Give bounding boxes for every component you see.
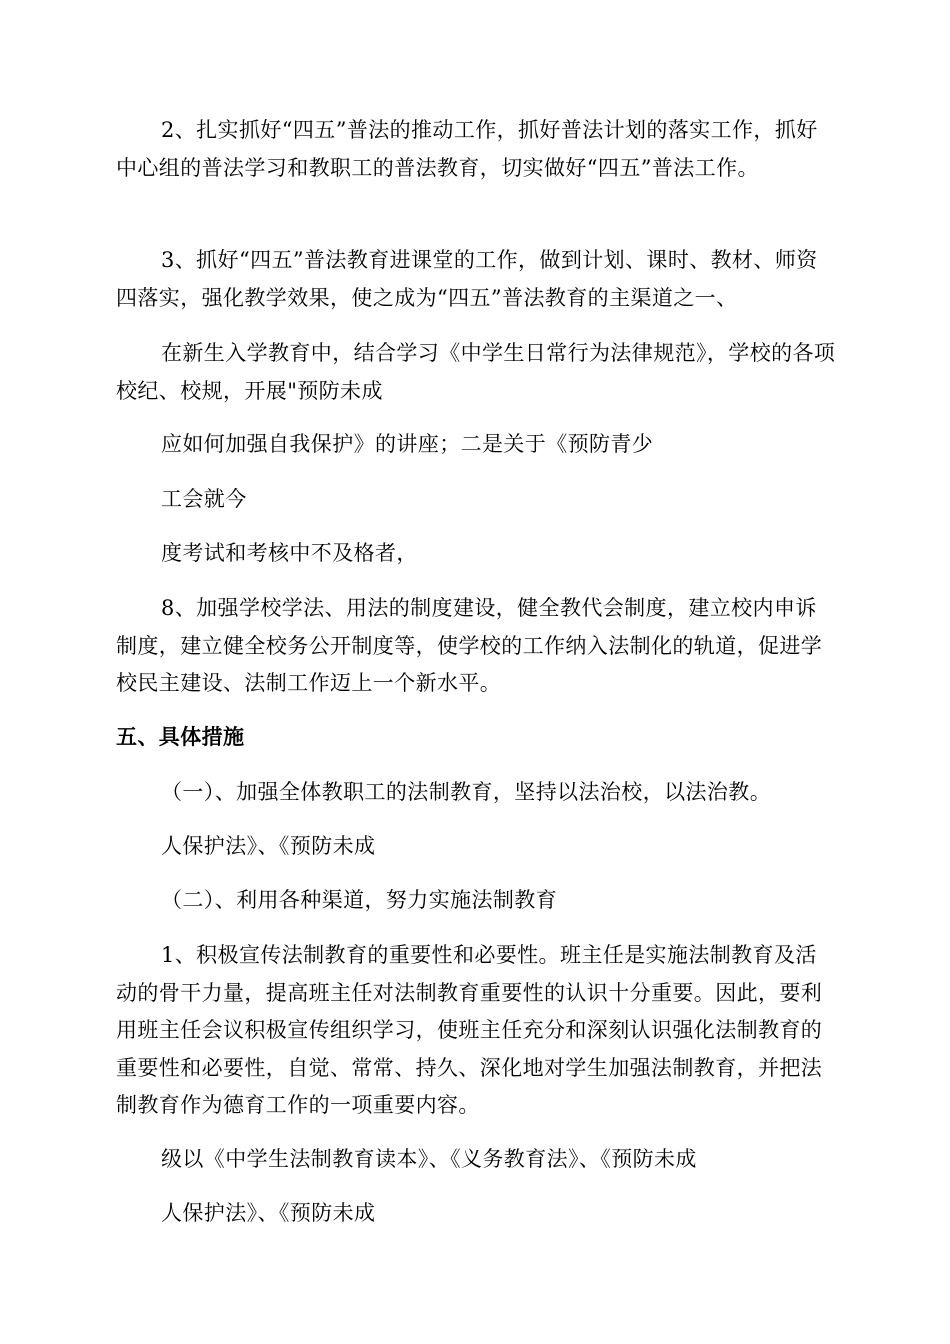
paragraph-pufa-promotion: 2、扎实抓好“四五”普法的推动工作，抓好普法计划的落实工作，抓好中心组的普法学习和教职工的普法教育，切实做好“四五”普法工作。 [116,118,818,180]
paragraph-legal-system-building: 8、加强学校学法、用法的制度建设，健全教代会制度，建立校内申诉制度，建立健全校务公开制度等，使学校的工作纳入法制化的轨道，促进学校民主建设、法制工作迈上一个新水平。 [116,596,823,695]
paragraph-staff-legal-education: （一）、加强全体教职工的法制教育，坚持以法治校，以法治教。 [161,780,772,804]
paragraph-self-protection-lecture: 应如何加强自我保护》的讲座；二是关于《预防青少 [161,432,654,456]
section-heading-specific-measures: 五、具体措施 [116,725,245,749]
paragraph-exam-failure: 度考试和考核中不及格者， [161,541,418,565]
paragraph-various-channels: （二）、利用各种渠道，努力实施法制教育 [161,888,558,912]
paragraph-promote-importance: 1、积极宣传法制教育的重要性和必要性。班主任是实施法制教育及活动的骨干力量，提高班主任对法制教育重要性的认识十分重要。因此，要利用班主任会议积极宣传组织学习，使班主任充分和深刻认识强化法制教育的重要性和必要性，自觉、常常、持久、深化地对学生加强法制教育，并把法制教育作为德育工作的一项重要内容。 [116,943,823,1117]
paragraph-new-student-education: 在新生入学教育中，结合学习《中学生日常行为法律规范》，学校的各项校纪、校规，开展"预防未成 [116,341,836,403]
paragraph-minor-protection-law-1: 人保护法》、《预防未成 [161,834,376,858]
paragraph-pufa-classroom: 3、抓好“四五”普法教育进课堂的工作，做到计划、课时、教材、师资四落实，强化教学效果，使之成为“四五”普法教育的主渠道之一、 [116,248,818,310]
paragraph-textbooks: 级以《中学生法制教育读本》、《义务教育法》、《预防未成 [161,1147,697,1171]
paragraph-minor-protection-law-2: 人保护法》、《预防未成 [161,1201,376,1225]
paragraph-union: 工会就今 [161,487,247,511]
